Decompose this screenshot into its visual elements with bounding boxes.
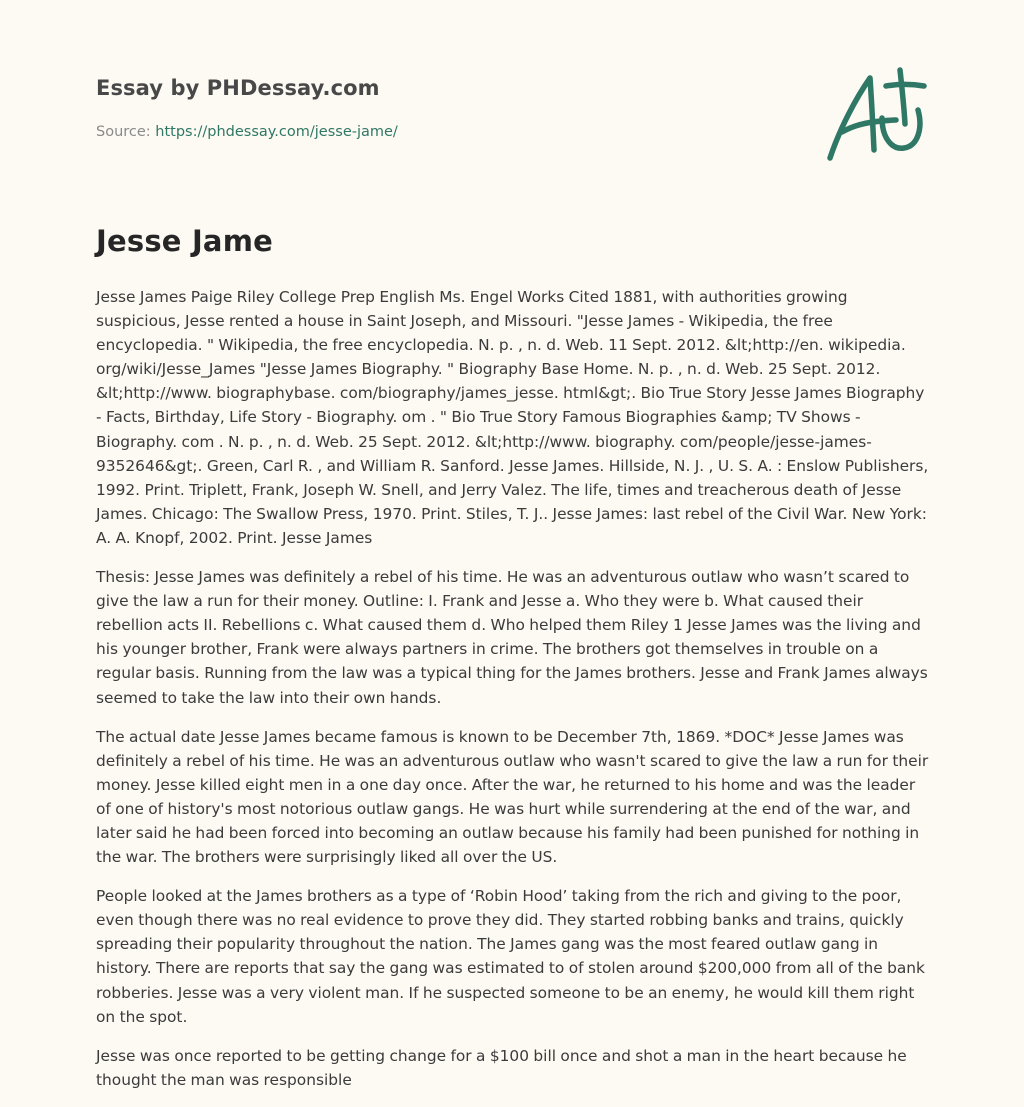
- essay-header: [96, 0, 936, 180]
- essay-body: [96, 285, 932, 1107]
- source-label: Source:: [96, 124, 156, 140]
- source-line: [96, 124, 398, 140]
- essay-paragraph: The actual date Jesse James became famous is known to be December 7th, 1869. *DOC* Jesse James was definitely a rebel of his time. He was an adventurous outlaw who wasn't scared to give the law a run for their money. Jesse killed eight men in a one day once. After the war, he returned to his home and was the leader of one of history's most notorious outlaw gangs. He was hurt while surrendering at the end of the war, and later said he had been forced into becoming an outlaw because his family had been punished for nothing in the war. The brothers were surprisingly liked all over the US.: [96, 727, 929, 867]
- a-plus-logo-icon: [826, 66, 930, 166]
- source-link[interactable]: https://phdessay.com/jesse-jame/: [155, 124, 398, 140]
- essay-paragraph: Jesse James Paige Riley College Prep English Ms. Engel Works Cited 1881, with authorities growing suspicious, Jesse rented a house in Saint Joseph, and Missouri. "Jesse James - Wikipedia, the free encyclopedia. " Wikipedia, the free encyclopedia. N. p. , n. d. Web. 11 Sept. 2012. &lt;http://en. wikipedia. org/wiki/Jesse_James "Jesse James Biography. " Biography Base Home. N. p. , n. d. Web. 25 Sept. 2012. &lt;http://www. biographybase. com/biography/james_jesse. html&gt;. Bio True Story Jesse James Biography - Facts, Birthday, Life Story - Biography. om . " Bio True Story Famous Biographies &amp; TV Shows - Biography. com . N. p. , n. d. Web. 25 Sept. 2012. &lt;http://www. biography. com/people/jesse-james-9352646&gt;. Green, Carl R. , and William R. Sanford. Jesse James. Hillside, N. J. , U. S. A. : Enslow Publishers, 1992. Print. Triplett, Frank, Joseph W. Snell, and Jerry Valez. The life, times and treacherous death of Jesse James. Chicago: The Swallow Press, 1970. Print. Stiles, T. J.. Jesse James: last rebel of the Civil War. New York: A. A. Knopf, 2002. Print. Jesse James: [96, 288, 929, 547]
- site-title: Essay by PHDessay.com: [96, 76, 380, 100]
- essay-paragraph: Jesse was once reported to be getting change for a $100 bill once and shot a man in the heart because he thought the man was responsible: [96, 1046, 907, 1089]
- essay-paragraph: Thesis: Jesse James was definitely a rebel of his time. He was an adventurous outlaw who wasn’t scared to give the law a run for their money. Outline: I. Frank and Jesse a. Who they were b. What caused their rebellion acts II. Rebellions c. What caused them d. Who helped them Riley 1 Jesse James was the living and his younger brother, Frank were always partners in crime. The brothers got themselves in trouble on a regular basis. Running from the law was a typical thing for the James brothers. Jesse and Frank James always seemed to take the law into their own hands.: [96, 568, 928, 707]
- essay-title: Jesse Jame: [96, 224, 273, 258]
- essay-paragraph: People looked at the James brothers as a type of ‘Robin Hood’ taking from the rich and giving to the poor, even though there was no real evidence to prove they did. They started robbing banks and trains, quickly spreading their popularity throughout the nation. The James gang was the most feared outlaw gang in history. There are reports that say the gang was estimated to of stolen around $200,000 from all of the bank robberies. Jesse was a very violent man. If he suspected someone to be an enemy, he would kill them right on the spot.: [96, 887, 925, 1026]
